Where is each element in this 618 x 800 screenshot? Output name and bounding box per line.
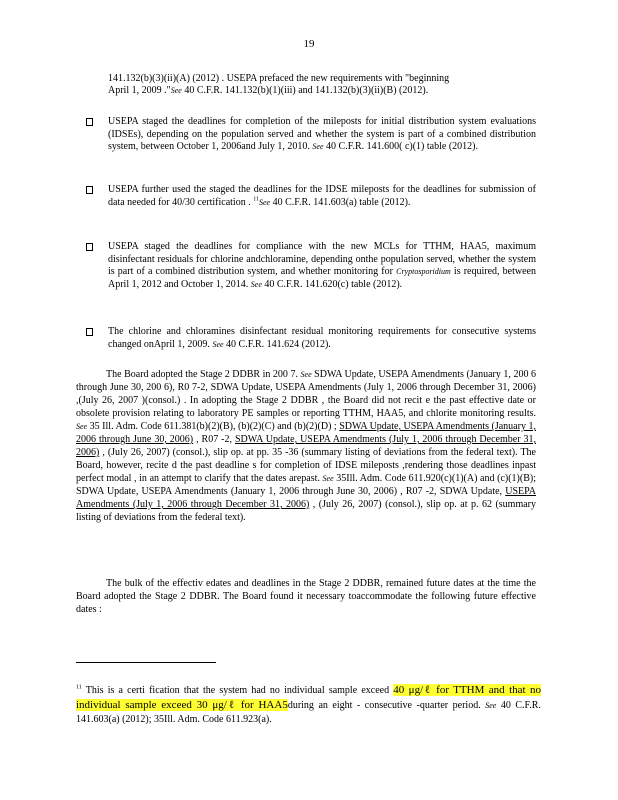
footnote-text: during an eight - consecutive -quarter period. xyxy=(287,700,486,711)
footnote-separator xyxy=(76,662,216,663)
bullet-box-icon xyxy=(86,118,93,126)
bullet-text-b: 40 C.F.R. 141.603(a) table (2012). xyxy=(270,196,411,208)
footnote-number: 11 xyxy=(76,684,82,691)
see-signal: See xyxy=(312,142,324,151)
bullet-text-b: 40 C.F.R. 141.620(c) table (2012). xyxy=(261,278,403,290)
bullet-item xyxy=(86,184,536,209)
para-text: 35Ill. Adm. Code 611.920(c)(1)(A) and (c)(1)(B); SDWA Update, USEPA Amendments (January 1, 2006 through June 30, 2006) , R07 -2, SDWA Update, xyxy=(76,473,536,497)
bullet-box-icon xyxy=(86,243,93,251)
bullet-text-a: USEPA staged the deadlines for completion of the mileposts for initial distribution system evaluations (IDSEs), depending on the population served and whether the system is part of a combined distribution system, between October 1, 2006and July 1, 2010. xyxy=(108,116,536,152)
para-text: , R07 -2, xyxy=(193,434,235,445)
highlighted-text: 40 μg/ℓ for TTHM and that no individual sample exceed 30 μg/ℓ for HAA5 xyxy=(76,684,542,711)
see-signal: See xyxy=(300,370,312,379)
bullet-item xyxy=(86,116,536,154)
continuation-text-b: 40 C.F.R. 141.132(b)(1)(iii) and 141.132(b)(3)(ii)(B) (2012). xyxy=(181,85,429,96)
underlined-citation: USEPA Amendments (July 1, 2006 through December 31, 2006) xyxy=(76,486,536,510)
see-signal: See xyxy=(212,339,224,349)
bullet-text xyxy=(108,326,536,351)
see-signal: See xyxy=(170,86,182,95)
footnote-text: 40 C.F.R. 141.603(a) (2012); 35Ill. Adm. Code 611.923(a). xyxy=(76,700,541,725)
para-text: SDWA Update, USEPA Amendments (January 1, 200 6 through June 30, 200 6), R0 7-2, SDWA Update, USEPA Amendments (July 1, 2006 through December 31, 2006) ,(July 26, 2007 )(consol.) . In adopting the Stage 2 DDBR , the Board did not recit e the past effective date or obsolete provision relating to laboratory PE samples or reporting TTHM, HAA5, and chlorite monitoring results. xyxy=(76,369,536,419)
bullet-text-b: 40 C.F.R. 141.600( c)(1) table (2012). xyxy=(323,141,478,152)
para-text: , (July 26, 2007) (consol.), slip op. at p. 62 (summary listing of deviations from the federal text). xyxy=(76,499,536,523)
bullet-text-c: is required, between April 1, 2012 and October 1, 2014. xyxy=(108,266,537,290)
continuation-text xyxy=(108,73,503,97)
bullet-item xyxy=(86,326,536,351)
body-paragraph-1 xyxy=(76,368,536,524)
see-signal: See xyxy=(250,279,262,289)
body-paragraph-2: The bulk of the effectiv edates and deadlines in the Stage 2 DDBR, remained future dates at the time the Board adopted the Stage 2 DDBR. The Board found it necessary toaccommodate the following future effective dates : xyxy=(76,578,536,615)
para-text: , (July 26, 2007) (consol.), slip op. at pp. 35 -36 (summary listing of deviations from the federal text). The Board, however, recite d the past deadline s for completion of IDSE mileposts ,rendering those deadlines inpast perfect modal , in an attempt to clarify that the dates arepast. xyxy=(76,447,536,484)
bullet-text xyxy=(108,184,536,209)
continuation-line-1: 141.132(b)(3)(ii)(A) (2012) . USEPA prefaced the new requirements with "beginning xyxy=(108,73,450,84)
bullet-box-icon xyxy=(86,186,93,194)
see-signal: See xyxy=(76,422,88,431)
para-text: The Board adopted the Stage 2 DDBR in 200 7. xyxy=(106,369,301,380)
underlined-citation: SDWA Update, USEPA Amendments (January 1, 2006 through June 30, 2006) xyxy=(76,421,536,445)
bullet-text-a: USEPA staged the deadlines for compliance with the new MCLs for TTHM, HAA5, maximum disinfectant residuals for chlorine andchloramine, depending onthe population served, whether the system is part of a combined distribution system, and whether monitoring for xyxy=(108,241,536,277)
footnote xyxy=(76,683,541,727)
bullet-text xyxy=(108,241,536,291)
continuation-text-a: April 1, 2009 ." xyxy=(108,85,171,96)
footnote-ref: 11 xyxy=(253,196,259,203)
bullet-text-b: 40 C.F.R. 141.624 (2012). xyxy=(223,338,331,350)
bullet-text-a: USEPA further used the staged the deadlines for the IDSE mileposts for the deadlines for submission of data needed for 40/30 certification . xyxy=(108,184,536,208)
see-signal: See xyxy=(485,701,497,710)
italic-term: Cryptosporidium xyxy=(396,267,451,276)
bullet-text xyxy=(108,116,536,154)
para-text: 35 Ill. Adm. Code 611.381(b)(2)(B), (b)(2)(C) and (b)(2)(D) ; xyxy=(87,421,340,432)
see-signal: See xyxy=(322,474,334,483)
footnote-text: This is a certi fication that the system had no individual sample exceed xyxy=(81,685,394,696)
page-number: 19 xyxy=(303,38,315,50)
bullet-item xyxy=(86,241,536,291)
underlined-citation: SDWA Update, USEPA Amendments (July 1, 2006 through December 31, 2006) xyxy=(76,434,536,458)
see-signal: See xyxy=(259,197,271,207)
bullet-box-icon xyxy=(86,328,93,336)
bullet-text-a: The chlorine and chloramines disinfectant residual monitoring requirements for consecutive systems changed onApril 1, 2009. xyxy=(108,326,536,350)
continuation-line-2 xyxy=(108,85,503,97)
